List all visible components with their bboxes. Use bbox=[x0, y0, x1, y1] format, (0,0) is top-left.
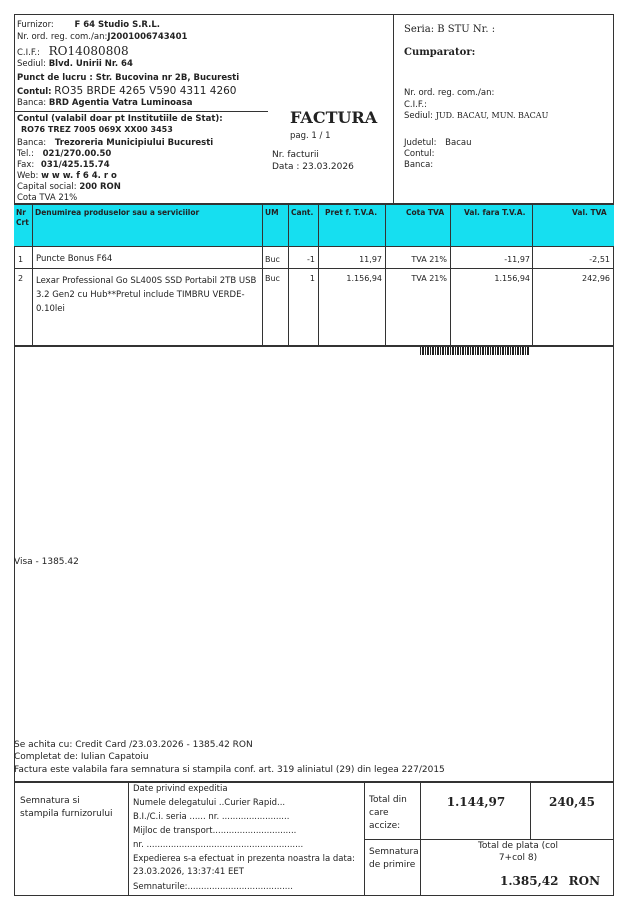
buyer-cif: C.I.F.: bbox=[404, 100, 427, 110]
invoice-date: Data : 23.03.2026 bbox=[272, 162, 354, 172]
buyer-reg: Nr. ord. reg. com./an: bbox=[404, 88, 495, 98]
supplier-contul-stat-value: RO76 TREZ 7005 069X XX00 3453 bbox=[21, 125, 173, 134]
expeditie-data: Expedierea s-a efectuat in prezenta noastra la data: 23.03.2026, 13:37:41 EET bbox=[133, 854, 355, 877]
validity-note: Factura este valabila fara semnatura si stampila conf. art. 319 aliniatul (29) din legea 227/2015 bbox=[14, 765, 445, 775]
total-plata-value: 1.385,42 RON bbox=[500, 874, 601, 888]
expeditie-bi: B.I./C.i. seria ...... nr. ......................... bbox=[133, 812, 290, 822]
supplier-cif: C.I.F.: RO14080808 bbox=[17, 44, 129, 58]
supplier-fax: Fax: 031/425.15.74 bbox=[17, 160, 110, 170]
th-denumire: Denumirea produselor sau a serviciilor bbox=[35, 208, 200, 217]
th-cant: Cant. bbox=[291, 208, 314, 217]
barcode-image bbox=[420, 347, 530, 355]
invoice-page: pag. 1 / 1 bbox=[290, 131, 331, 141]
total-tva: 240,45 bbox=[549, 795, 595, 809]
supplier-reg: Nr. ord. reg. com./an:J2001006743401 bbox=[17, 32, 188, 42]
semnatura-furnizor: Semnatura si stampila furnizorului bbox=[20, 796, 113, 819]
supplier-capital: Capital social: 200 RON bbox=[17, 182, 121, 192]
supplier-punct-lucru: Punct de lucru : Str. Bucovina nr 2B, Bucuresti bbox=[17, 73, 240, 83]
total-label: Total din care accize: bbox=[369, 795, 407, 831]
expeditie-nr: nr. .......................................................... bbox=[133, 840, 304, 850]
invoice-nr: Nr. facturii bbox=[272, 150, 319, 160]
buyer-judet: Judetul: Bacau bbox=[404, 138, 472, 148]
total-plata-label: Total de plata (col 7+col 8) bbox=[477, 841, 559, 863]
expeditie-semnaturi: Semnaturile:....................................... bbox=[133, 882, 293, 892]
th-val-fara: Val. fara T.V.A. bbox=[464, 208, 526, 217]
invoice-title: FACTURA bbox=[290, 108, 378, 127]
th-um: UM bbox=[265, 208, 279, 217]
payment-visa: Visa - 1385.42 bbox=[14, 557, 79, 567]
supplier-name: F 64 Studio S.R.L. bbox=[74, 20, 160, 30]
expeditie-delegat: Numele delegatului ..Curier Rapid... bbox=[133, 798, 286, 808]
expeditie-mijloc: Mijloc de transport............................... bbox=[133, 826, 297, 836]
supplier-line: Furnizor: F 64 Studio S.R.L. bbox=[17, 20, 160, 30]
supplier-banca2: Banca: Trezoreria Municipiului Bucuresti bbox=[17, 138, 214, 148]
buyer-sediu: Sediul: JUD. BACAU, MUN. BACAU bbox=[404, 111, 549, 121]
buyer-contul: Contul: bbox=[404, 149, 435, 159]
buyer-banca: Banca: bbox=[404, 160, 434, 170]
semnatura-primire: Semnatura de primire bbox=[369, 847, 419, 870]
th-nr: Nr Crt bbox=[16, 208, 29, 227]
buyer-cumparator: Cumparator: bbox=[404, 47, 476, 58]
supplier-contul: Contul: RO35 BRDE 4265 V590 4311 4260 bbox=[17, 85, 237, 97]
buyer-seria: Seria: B STU Nr. : bbox=[404, 24, 496, 35]
th-cota: Cota TVA bbox=[406, 208, 445, 217]
supplier-web: Web: w w w. f 6 4. r o bbox=[17, 171, 117, 181]
supplier-banca: Banca: BRD Agentia Vatra Luminoasa bbox=[17, 98, 193, 108]
expeditie-title: Date privind expeditia bbox=[133, 784, 228, 794]
supplier-contul-stat: Contul (valabil doar pt Institutiile de Stat): bbox=[17, 114, 223, 124]
supplier-sediu: Sediul: Blvd. Unirii Nr. 64 bbox=[17, 59, 133, 69]
payment-method: Se achita cu: Credit Card /23.03.2026 - 1385.42 RON bbox=[14, 740, 253, 750]
completed-by: Completat de: Iulian Capatoiu bbox=[14, 752, 149, 762]
supplier-tel: Tel.: 021/270.00.50 bbox=[17, 149, 112, 159]
total-value: 1.144,97 bbox=[446, 795, 506, 809]
supplier-cota-tva: Cota TVA 21% bbox=[17, 193, 78, 203]
th-val-tva: Val. TVA bbox=[572, 208, 607, 217]
th-pret: Pret f. T.V.A. bbox=[325, 208, 378, 217]
